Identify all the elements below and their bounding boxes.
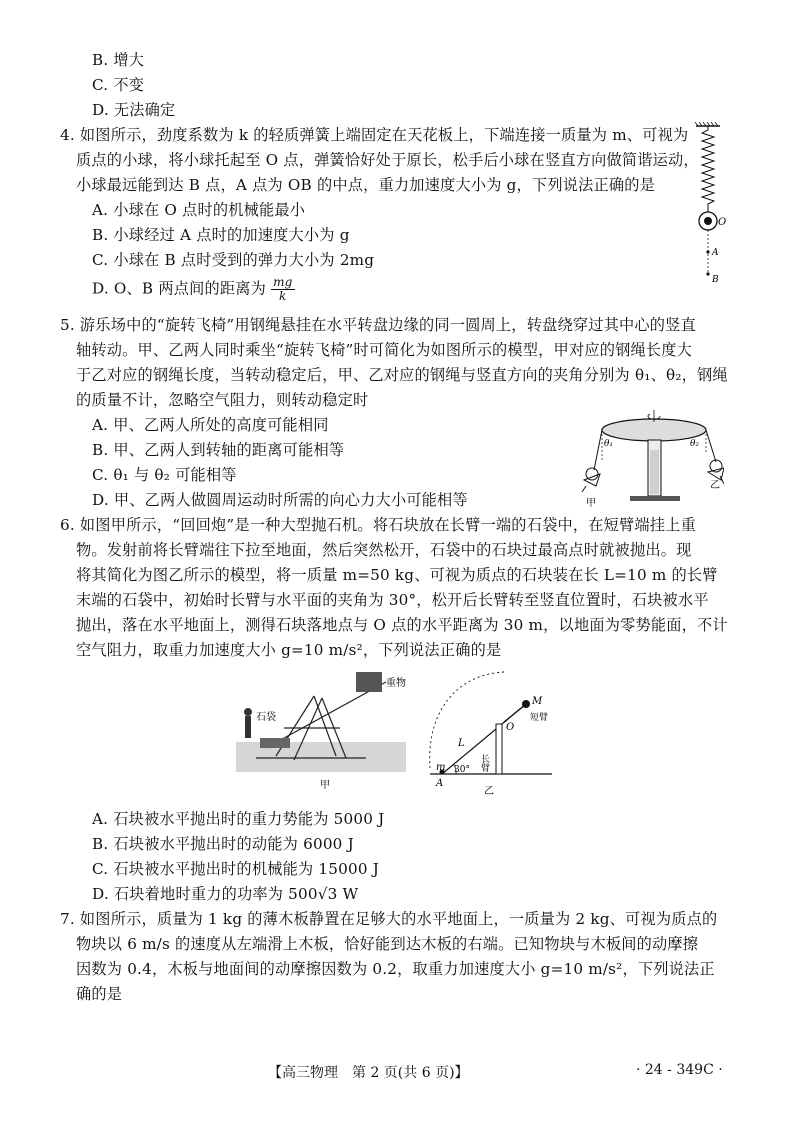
q5-option-b: B. 甲、乙两人到转轴的距离可能相等 xyxy=(92,441,345,459)
label-jia: 甲 xyxy=(586,498,596,509)
footer-page-info: 【高三物理 第 2 页(共 6 页)】 xyxy=(268,1065,469,1081)
weight-m-ball xyxy=(522,700,530,708)
q7-stem-line3: 因数为 0.4，木板与地面间的动摩擦因数为 0.2，取重力加速度大小 g=10 m/s²，下列说法正 xyxy=(76,960,715,978)
trebuchet-photo-figure xyxy=(236,668,416,790)
label-yi: 乙 xyxy=(710,480,720,491)
spring-coil xyxy=(702,126,714,212)
q3-option-d: D. 无法确定 xyxy=(92,101,176,119)
q4-option-b: B. 小球经过 A 点时的加速度大小为 g xyxy=(92,226,350,244)
q4-option-d-text: D. O、B 两点间的距离为 xyxy=(92,279,267,298)
q4-option-d-fraction xyxy=(271,276,294,303)
spring-ball-figure xyxy=(690,122,730,290)
support-post xyxy=(496,724,502,774)
label-A: A xyxy=(436,778,444,789)
q6-stem-line2: 物。发射前将长臂端往下拉至地面，然后突然松开，石袋中的石块过最高点时就被抛出。现 xyxy=(76,541,692,559)
q5-option-d: D. 甲、乙两人做圆周运动时所需的向心力大小可能相等 xyxy=(92,491,468,509)
q7-stem-line1: 7. 如图所示，质量为 1 kg 的薄木板静置在足够大的水平地面上，一质量为 2 kg、可视为质点的 xyxy=(60,910,718,928)
q5-stem-line3: 于乙对应的钢绳长度，当转动稳定后，甲、乙对应的钢绳与竖直方向的夹角分别为 θ₁、θ₂，钢绳 xyxy=(76,366,728,384)
rider-jia xyxy=(582,468,600,492)
q6-stem-line4: 末端的石袋中，初始时长臂与水平面的夹角为 30°，松开后长臂转至竖直位置时，石块被水平 xyxy=(76,591,709,609)
q4-option-c: C. 小球在 B 点时受到的弹力大小为 2mg xyxy=(92,251,375,269)
fraction-denominator: k xyxy=(279,289,287,303)
q4-stem-line1: 4. 如图所示，劲度系数为 k 的轻质弹簧上端固定在天花板上，下端连接一质量为 m、可视为 xyxy=(60,126,689,144)
footer-code: · 24 - 349C · xyxy=(636,1062,723,1078)
q6-stem-line5: 抛出，落在水平地面上，测得石块落地点与 O 点的水平距离为 30 m，以地面为零势能面，不计 xyxy=(76,616,728,634)
q5-option-c: C. θ₁ 与 θ₂ 可能相等 xyxy=(92,466,237,484)
label-L: L xyxy=(458,738,465,749)
q6-option-c: C. 石块被水平抛出时的机械能为 15000 J xyxy=(92,860,380,878)
label-m: m xyxy=(436,762,446,773)
label-O: O xyxy=(506,722,515,733)
label-o: O xyxy=(718,217,727,228)
q7-stem-line2: 物块以 6 m/s 的速度从左端滑上木板，恰好能到达木板的右端。已知物块与木板间的动摩擦 xyxy=(76,935,699,953)
q7-stem-line4: 确的是 xyxy=(76,985,123,1003)
q4-option-d xyxy=(92,276,295,303)
label-theta2: θ₂ xyxy=(690,439,700,449)
label-M: M xyxy=(532,696,543,707)
caption-jia: 甲 xyxy=(320,780,330,790)
q6-option-b: B. 石块被水平抛出时的动能为 6000 J xyxy=(92,835,354,853)
q6-stem-line6: 空气阻力，取重力加速度大小 g=10 m/s²，下列说法正确的是 xyxy=(76,641,502,659)
q4-stem-line3: 小球最远能到达 B 点，A 点为 OB 的中点，重力加速度大小为 g，下列说法正确的是 xyxy=(76,176,656,194)
q6-stem-line3: 将其简化为图乙所示的模型，将一质量 m=50 kg、可视为质点的石块装在长 L=10 m 的长臂 xyxy=(76,566,718,584)
label-zhongwu: 重物 xyxy=(386,678,406,689)
q6-option-d: D. 石块着地时重力的功率为 500√3 W xyxy=(92,885,359,903)
swing-ride-figure xyxy=(574,410,724,510)
q5-option-a: A. 甲、乙两人所处的高度可能相同 xyxy=(92,416,329,434)
label-theta1: θ₁ xyxy=(604,439,614,449)
label-duanbi: 短臂 xyxy=(530,713,549,723)
q3-option-b: B. 增大 xyxy=(92,51,145,69)
q5-stem-line2: 轴转动。甲、乙两人同时乘坐“旋转飞椅”时可简化为如图所示的模型，甲对应的钢绳长度大 xyxy=(76,341,693,359)
base xyxy=(630,496,680,501)
counterweight xyxy=(356,672,382,692)
label-angle: 30° xyxy=(454,765,470,775)
label-shidai: 石袋 xyxy=(256,712,276,723)
fraction-numerator: mg xyxy=(273,275,293,289)
q3-option-c: C. 不变 xyxy=(92,76,145,94)
turntable xyxy=(602,419,706,441)
q4-stem-line2: 质点的小球，将小球托起至 O 点，弹簧恰好处于原长，松手后小球在竖直方向做简谐运动， xyxy=(76,151,699,169)
label-b: B xyxy=(712,275,719,285)
q4-option-a: A. 小球在 O 点时的机械能最小 xyxy=(92,201,306,219)
q5-stem-line4: 的质量不计，忽略空气阻力，则转动稳定时 xyxy=(76,391,369,409)
label-changbi: 长臂 xyxy=(479,754,489,772)
trebuchet-model-figure xyxy=(420,668,560,796)
caption-yi: 乙 xyxy=(484,786,494,796)
q6-option-a: A. 石块被水平抛出时的重力势能为 5000 J xyxy=(92,810,385,828)
q5-stem-line1: 5. 游乐场中的“旋转飞椅”用钢绳悬挂在水平转盘边缘的同一圆周上，转盘绕穿过其中心的竖直 xyxy=(60,316,696,334)
label-a: A xyxy=(712,248,719,258)
q6-stem-line1: 6. 如图甲所示，“回回炮”是一种大型抛石机。将石块放在长臂一端的石袋中，在短臂端挂上重 xyxy=(60,516,696,534)
